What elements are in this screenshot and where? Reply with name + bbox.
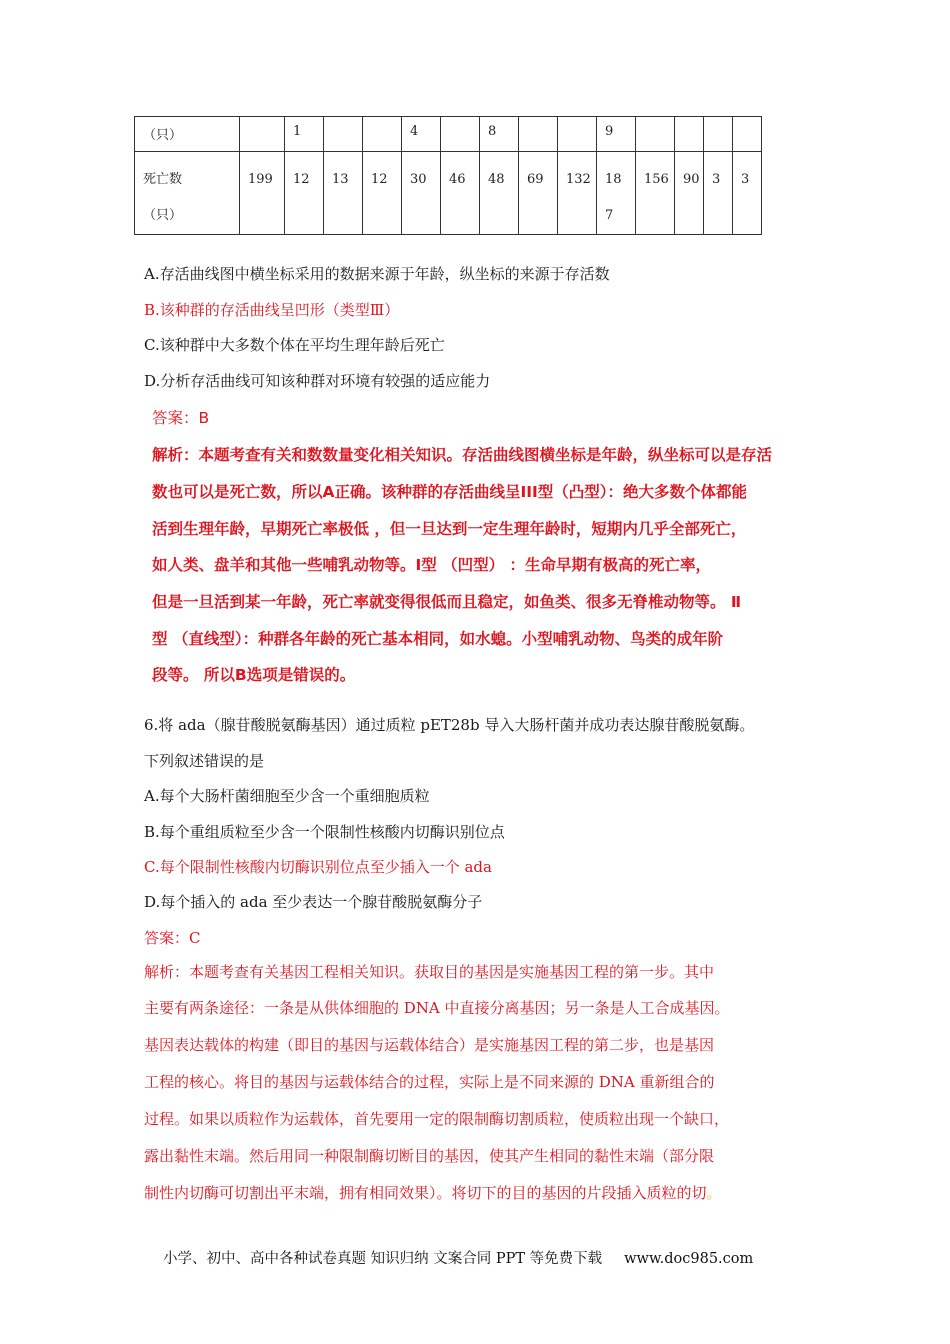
table-cell: 9	[597, 117, 636, 152]
table-row	[135, 152, 762, 235]
table-cell: 3	[704, 152, 733, 235]
q5-option-c: C.该种群中大多数个体在平均生理年龄后死亡	[144, 336, 445, 354]
q6-analysis-line: 过程。如果以质粒作为运载体，首先要用一定的限制酶切割质粒，使质粒出现一个缺口，	[144, 1110, 730, 1128]
q6-option-c: C.每个限制性核酸内切酶识别位点至少插入一个 ada	[144, 858, 492, 876]
q5-answer: 答案：B	[152, 409, 210, 427]
q6-analysis-line: 制性内切酶可切割出平末端，拥有相同效果）。将切下的目的基因的片段插入质粒的切。	[144, 1184, 722, 1202]
table-cell: 199	[240, 152, 285, 235]
table-cell	[558, 117, 597, 152]
table-cell: 3	[733, 152, 762, 235]
table-cell: 12	[285, 152, 324, 235]
q5-analysis-line: 数也可以是死亡数，所以A正确。该种群的存活曲线呈III型（凸型）：绝大多数个体都能	[152, 483, 748, 501]
q6-analysis-line: 主要有两条途径：一条是从供体细胞的 DNA 中直接分离基因；另一条是人工合成基因。	[144, 999, 730, 1017]
table-row-header: 死亡数 （只）	[135, 152, 240, 235]
q6-stem: 6.将 ada（腺苷酸脱氨酶基因）通过质粒 pET28b 导入大肠杆菌并成功表达腺苷酸脱氨酶。	[144, 716, 755, 734]
q6-stem: 下列叙述错误的是	[144, 752, 265, 770]
q6-option-b: B.每个重组质粒至少含一个限制性核酸内切酶识别位点	[144, 823, 505, 841]
table-cell	[519, 117, 558, 152]
page-footer	[163, 1247, 753, 1268]
q6-analysis-line: 露出黏性末端。然后用同一种限制酶切断目的基因，使其产生相同的黏性末端（部分限	[144, 1147, 715, 1165]
q5-analysis-line: 但是一旦活到某一年龄，死亡率就变得很低而且稳定，如鱼类、很多无脊椎动物等。 Ⅱ	[152, 593, 742, 611]
q6-analysis-line: 工程的核心。将目的基因与运载体结合的过程，实际上是不同来源的 DNA 重新组合的	[144, 1073, 715, 1091]
table-cell	[733, 117, 762, 152]
table-cell: 156	[636, 152, 675, 235]
table-cell	[704, 117, 733, 152]
table-cell	[636, 117, 675, 152]
footer-url[interactable]: www.doc985.com	[624, 1251, 754, 1267]
q5-analysis-line: 活到生理年龄，早期死亡率极低 ，但一旦达到一定生理年龄时，短期内几乎全部死亡，	[152, 520, 747, 538]
table-cell: 1	[285, 117, 324, 152]
table-cell: 12	[363, 152, 402, 235]
table-cell: 132	[558, 152, 597, 235]
q6-option-d: D.每个插入的 ada 至少表达一个腺苷酸脱氨酶分子	[144, 893, 483, 911]
table-cell: 8	[480, 117, 519, 152]
table-cell	[675, 117, 704, 152]
q5-analysis-line: 解析：本题考查有关和数数量变化相关知识。存活曲线图横坐标是年龄，纵坐标可以是存活	[152, 446, 773, 464]
table-cell: 69	[519, 152, 558, 235]
table-row-header: （只）	[135, 117, 240, 152]
table-cell: 30	[402, 152, 441, 235]
table-cell: 13	[324, 152, 363, 235]
table-cell: 46	[441, 152, 480, 235]
q5-analysis-line: 型 （直线型）：种群各年龄的死亡基本相同，如水螅。小型哺乳动物、鸟类的成年阶	[152, 630, 724, 648]
q5-option-a: A.存活曲线图中横坐标采用的数据来源于年龄，纵坐标的来源于存活数	[144, 265, 610, 283]
table-cell: 48	[480, 152, 519, 235]
table-cell	[240, 117, 285, 152]
table-cell	[441, 117, 480, 152]
survival-data-table	[134, 116, 762, 235]
q5-option-d: D.分析存活曲线可知该种群对环境有较强的适应能力	[144, 372, 491, 390]
q5-option-b: B.该种群的存活曲线呈凹形（类型Ⅲ）	[144, 301, 400, 319]
q6-analysis-line: 基因表达载体的构建（即目的基因与运载体结合）是实施基因工程的第二步，也是基因	[144, 1036, 715, 1054]
table-cell: 18 7	[597, 152, 636, 235]
table-cell: 90	[675, 152, 704, 235]
table-cell	[363, 117, 402, 152]
q6-answer: 答案：C	[144, 929, 201, 947]
table-row	[135, 117, 762, 152]
q5-analysis-line: 如人类、盘羊和其他一些哺乳动物等。Ⅰ型 （凹型） ：生命早期有极高的死亡率，	[152, 556, 712, 574]
footer-text: 小学、初中、高中各种试卷真题 知识归纳 文案合同 PPT 等免费下载	[163, 1251, 603, 1267]
q6-analysis-line: 解析：本题考查有关基因工程相关知识。获取目的基因是实施基因工程的第一步。其中	[144, 963, 715, 981]
q6-option-a: A.每个大肠杆菌细胞至少含一个重细胞质粒	[144, 787, 430, 805]
q5-analysis-line: 段等。 所以B选项是错误的。	[152, 666, 356, 684]
table-cell: 4	[402, 117, 441, 152]
table-cell	[324, 117, 363, 152]
